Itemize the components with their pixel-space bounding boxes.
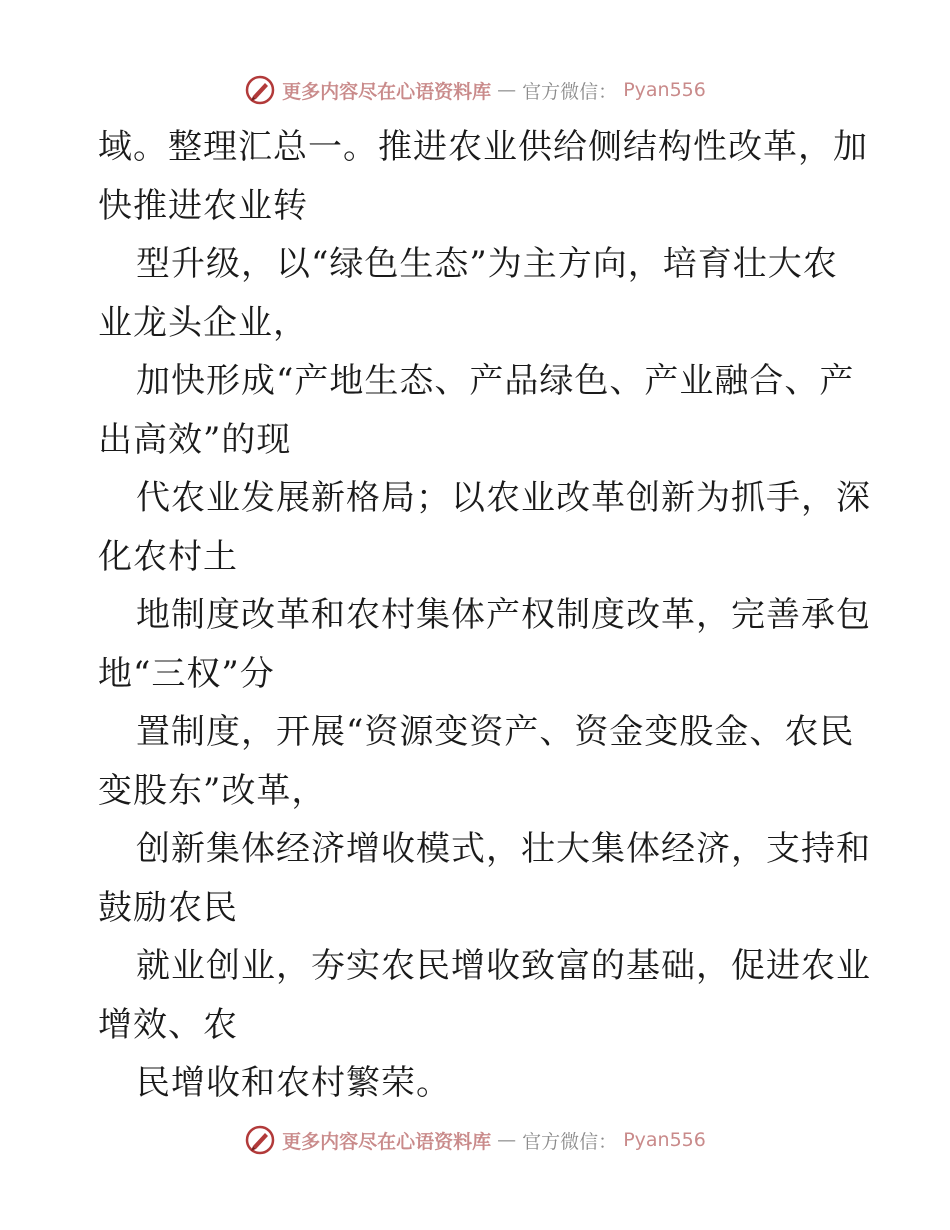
wechat-label: 官方微信： xyxy=(522,80,618,103)
text-line: 创新集体经济增收模式，壮大集体经济，支持和 xyxy=(136,829,871,869)
text-line: 民增收和农村繁荣。 xyxy=(136,1063,451,1103)
document-body xyxy=(98,118,871,1113)
wechat-id: Pyan556 xyxy=(623,79,706,101)
separator-dash: — xyxy=(497,79,517,101)
text-line: 快推进农业转 xyxy=(98,185,308,226)
pen-circle-logo-icon xyxy=(244,1124,276,1156)
text-line: 地“三权”分 xyxy=(98,653,275,694)
separator-dash: — xyxy=(497,1129,517,1151)
wechat-label: 官方微信： xyxy=(522,1130,618,1153)
promo-text: 更多内容尽在心语资料库 xyxy=(282,80,492,103)
text-line: 型升级，以“绿色生态”为主方向，培育壮大农 xyxy=(136,244,838,284)
text-line: 地制度改革和农村集体产权制度改革，完善承包 xyxy=(136,595,871,635)
text-line: 域。整理汇总一。推进农业供给侧结构性改革，加 xyxy=(98,127,868,167)
text-line: 代农业发展新格局；以农业改革创新为抓手，深 xyxy=(136,478,871,518)
pen-circle-logo-icon xyxy=(244,74,276,106)
promo-text: 更多内容尽在心语资料库 xyxy=(282,1130,492,1153)
text-line: 就业创业，夯实农民增收致富的基础，促进农业 xyxy=(136,946,871,986)
text-line: 化农村土 xyxy=(98,536,238,577)
wechat-id: Pyan556 xyxy=(623,1129,706,1151)
text-line: 出高效”的现 xyxy=(98,419,292,460)
text-line: 业龙头企业， xyxy=(98,302,308,343)
text-line: 鼓励农民 xyxy=(98,887,238,928)
text-line: 加快形成“产地生态、产品绿色、产业融合、产 xyxy=(136,361,855,401)
text-line: 增效、农 xyxy=(98,1004,238,1045)
header-watermark-banner xyxy=(0,70,950,110)
text-line: 置制度，开展“资源变资产、资金变股金、农民 xyxy=(136,712,855,752)
footer-watermark-banner xyxy=(0,1120,950,1160)
text-line: 变股东”改革， xyxy=(98,770,327,811)
